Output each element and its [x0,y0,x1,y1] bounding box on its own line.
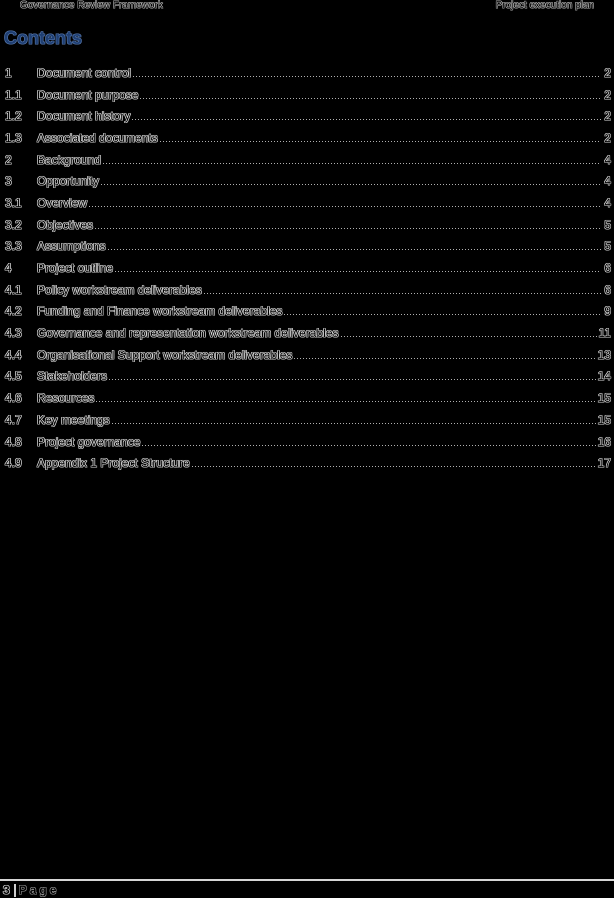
toc-entry-page[interactable]: 13 [597,347,611,362]
toc-entry-title[interactable]: Overview [37,195,88,210]
toc-entry-page[interactable]: 11 [598,326,611,341]
toc-entry-number: 4 [5,261,12,276]
toc-entry-title[interactable]: Document history [37,109,131,124]
toc-entry-title[interactable]: Organisational Support workstream deliverables [37,347,293,362]
toc-entry-number: 4.4 [5,347,22,362]
toc-entry[interactable] [0,322,614,344]
toc-entry[interactable] [0,149,614,171]
header-section-title: Project execution plan [495,0,594,11]
toc-entry-number: 4.9 [5,456,22,471]
toc-entry-number: 1 [5,65,12,80]
toc-entry-number: 1.3 [5,130,22,145]
toc-entry[interactable] [0,344,614,366]
dot-leader [142,445,595,446]
toc-entry-page[interactable]: 2 [604,130,611,145]
toc-entry-title[interactable]: Document purpose [37,87,139,102]
dot-leader [192,466,596,467]
toc-entry-number: 3.1 [5,195,22,210]
toc-entry[interactable] [0,192,614,214]
toc-entry-title[interactable]: Funding and Finance workstream deliverables [37,304,283,319]
toc-entry-page[interactable]: 16 [597,434,611,449]
footer-page-number: 3 [3,883,10,897]
toc-entry[interactable] [0,409,614,431]
toc-entry-page[interactable]: 14 [597,369,611,384]
dot-leader [109,379,596,380]
toc-entry-page[interactable]: 4 [604,195,611,210]
toc-entry-number: 4.5 [5,369,22,384]
toc-entry-title[interactable]: Document control [37,65,132,80]
dot-leader [115,271,601,272]
toc-entry-number: 4.3 [5,326,22,341]
toc-entry[interactable] [0,84,614,106]
toc-entry-title[interactable]: Key meetings [37,412,110,427]
dot-leader [284,314,601,315]
toc-entry-number: 3 [5,174,12,189]
dot-leader [112,423,596,424]
toc-entry-page[interactable]: 4 [604,152,611,167]
toc-entry-number: 4.2 [5,304,22,319]
header-document-title: Governance Review Framework [20,0,163,11]
toc-entry-page[interactable]: 5 [604,217,611,232]
dot-leader [95,228,601,229]
toc-entry-number: 1.2 [5,109,22,124]
toc-entry-number: 3.2 [5,217,22,232]
toc-entry-number: 4.1 [5,282,22,297]
toc-entry-page[interactable]: 17 [597,456,611,471]
toc-entry-title[interactable]: Project outline [37,261,114,276]
toc-entry-number: 4.7 [5,412,22,427]
dot-leader [103,163,601,164]
toc-entry-page[interactable]: 5 [604,239,611,254]
footer-separator [14,884,16,897]
footer-divider [0,879,614,881]
toc-entry-title[interactable]: Appendix 1 Project Structure [37,456,190,471]
toc-entry-page[interactable]: 4 [604,174,611,189]
toc-entry[interactable] [0,170,614,192]
dot-leader [108,249,601,250]
toc-entry[interactable] [0,452,614,474]
toc-entry-number: 1.1 [5,87,22,102]
dot-leader [204,293,601,294]
toc-entry-title[interactable]: Opportunity [37,174,100,189]
toc-entry[interactable] [0,105,614,127]
toc-entry[interactable] [0,387,614,409]
toc-entry-page[interactable]: 2 [604,65,611,80]
toc-entry[interactable] [0,257,614,279]
toc-entry-title[interactable]: Policy workstream deliverables [37,282,202,297]
toc-entry-title[interactable]: Resources [37,391,95,406]
dot-leader [294,358,595,359]
toc-entry-page[interactable]: 9 [604,304,611,319]
toc-entry-page[interactable]: 6 [604,282,611,297]
toc-entry-title[interactable]: Governance and representation workstream deliverables [37,326,339,341]
contents-heading: Contents [4,28,82,48]
toc-entry-page[interactable]: 2 [604,87,611,102]
toc-entry-page[interactable]: 15 [597,391,611,406]
toc-entry-number: 2 [5,152,12,167]
toc-entry[interactable] [0,236,614,258]
toc-entry-title[interactable]: Objectives [37,217,94,232]
dot-leader [140,98,601,99]
dot-leader [101,184,601,185]
table-of-contents [0,62,614,474]
toc-entry[interactable] [0,431,614,453]
toc-entry[interactable] [0,301,614,323]
toc-entry-page[interactable]: 2 [604,109,611,124]
page-footer [3,883,59,897]
running-header [0,0,614,14]
dot-leader [132,119,601,120]
dot-leader [133,76,601,77]
toc-entry[interactable] [0,366,614,388]
toc-entry-number: 4.6 [5,391,22,406]
dot-leader [96,401,595,402]
toc-entry-title[interactable]: Stakeholders [37,369,108,384]
toc-entry-page[interactable]: 15 [597,412,611,427]
toc-entry[interactable] [0,214,614,236]
footer-page-label: Page [18,883,60,897]
toc-entry[interactable] [0,279,614,301]
toc-entry-title[interactable]: Associated documents [37,130,158,145]
dot-leader [89,206,601,207]
toc-entry[interactable] [0,127,614,149]
dot-leader [160,141,601,142]
toc-entry-page[interactable]: 6 [604,261,611,276]
toc-entry-number: 4.8 [5,434,22,449]
toc-entry[interactable] [0,62,614,84]
toc-entry-title[interactable]: Assumptions [37,239,106,254]
dot-leader [341,336,597,337]
toc-entry-title[interactable]: Background [37,152,102,167]
toc-entry-title[interactable]: Project governance [37,434,141,449]
toc-entry-number: 3.3 [5,239,22,254]
